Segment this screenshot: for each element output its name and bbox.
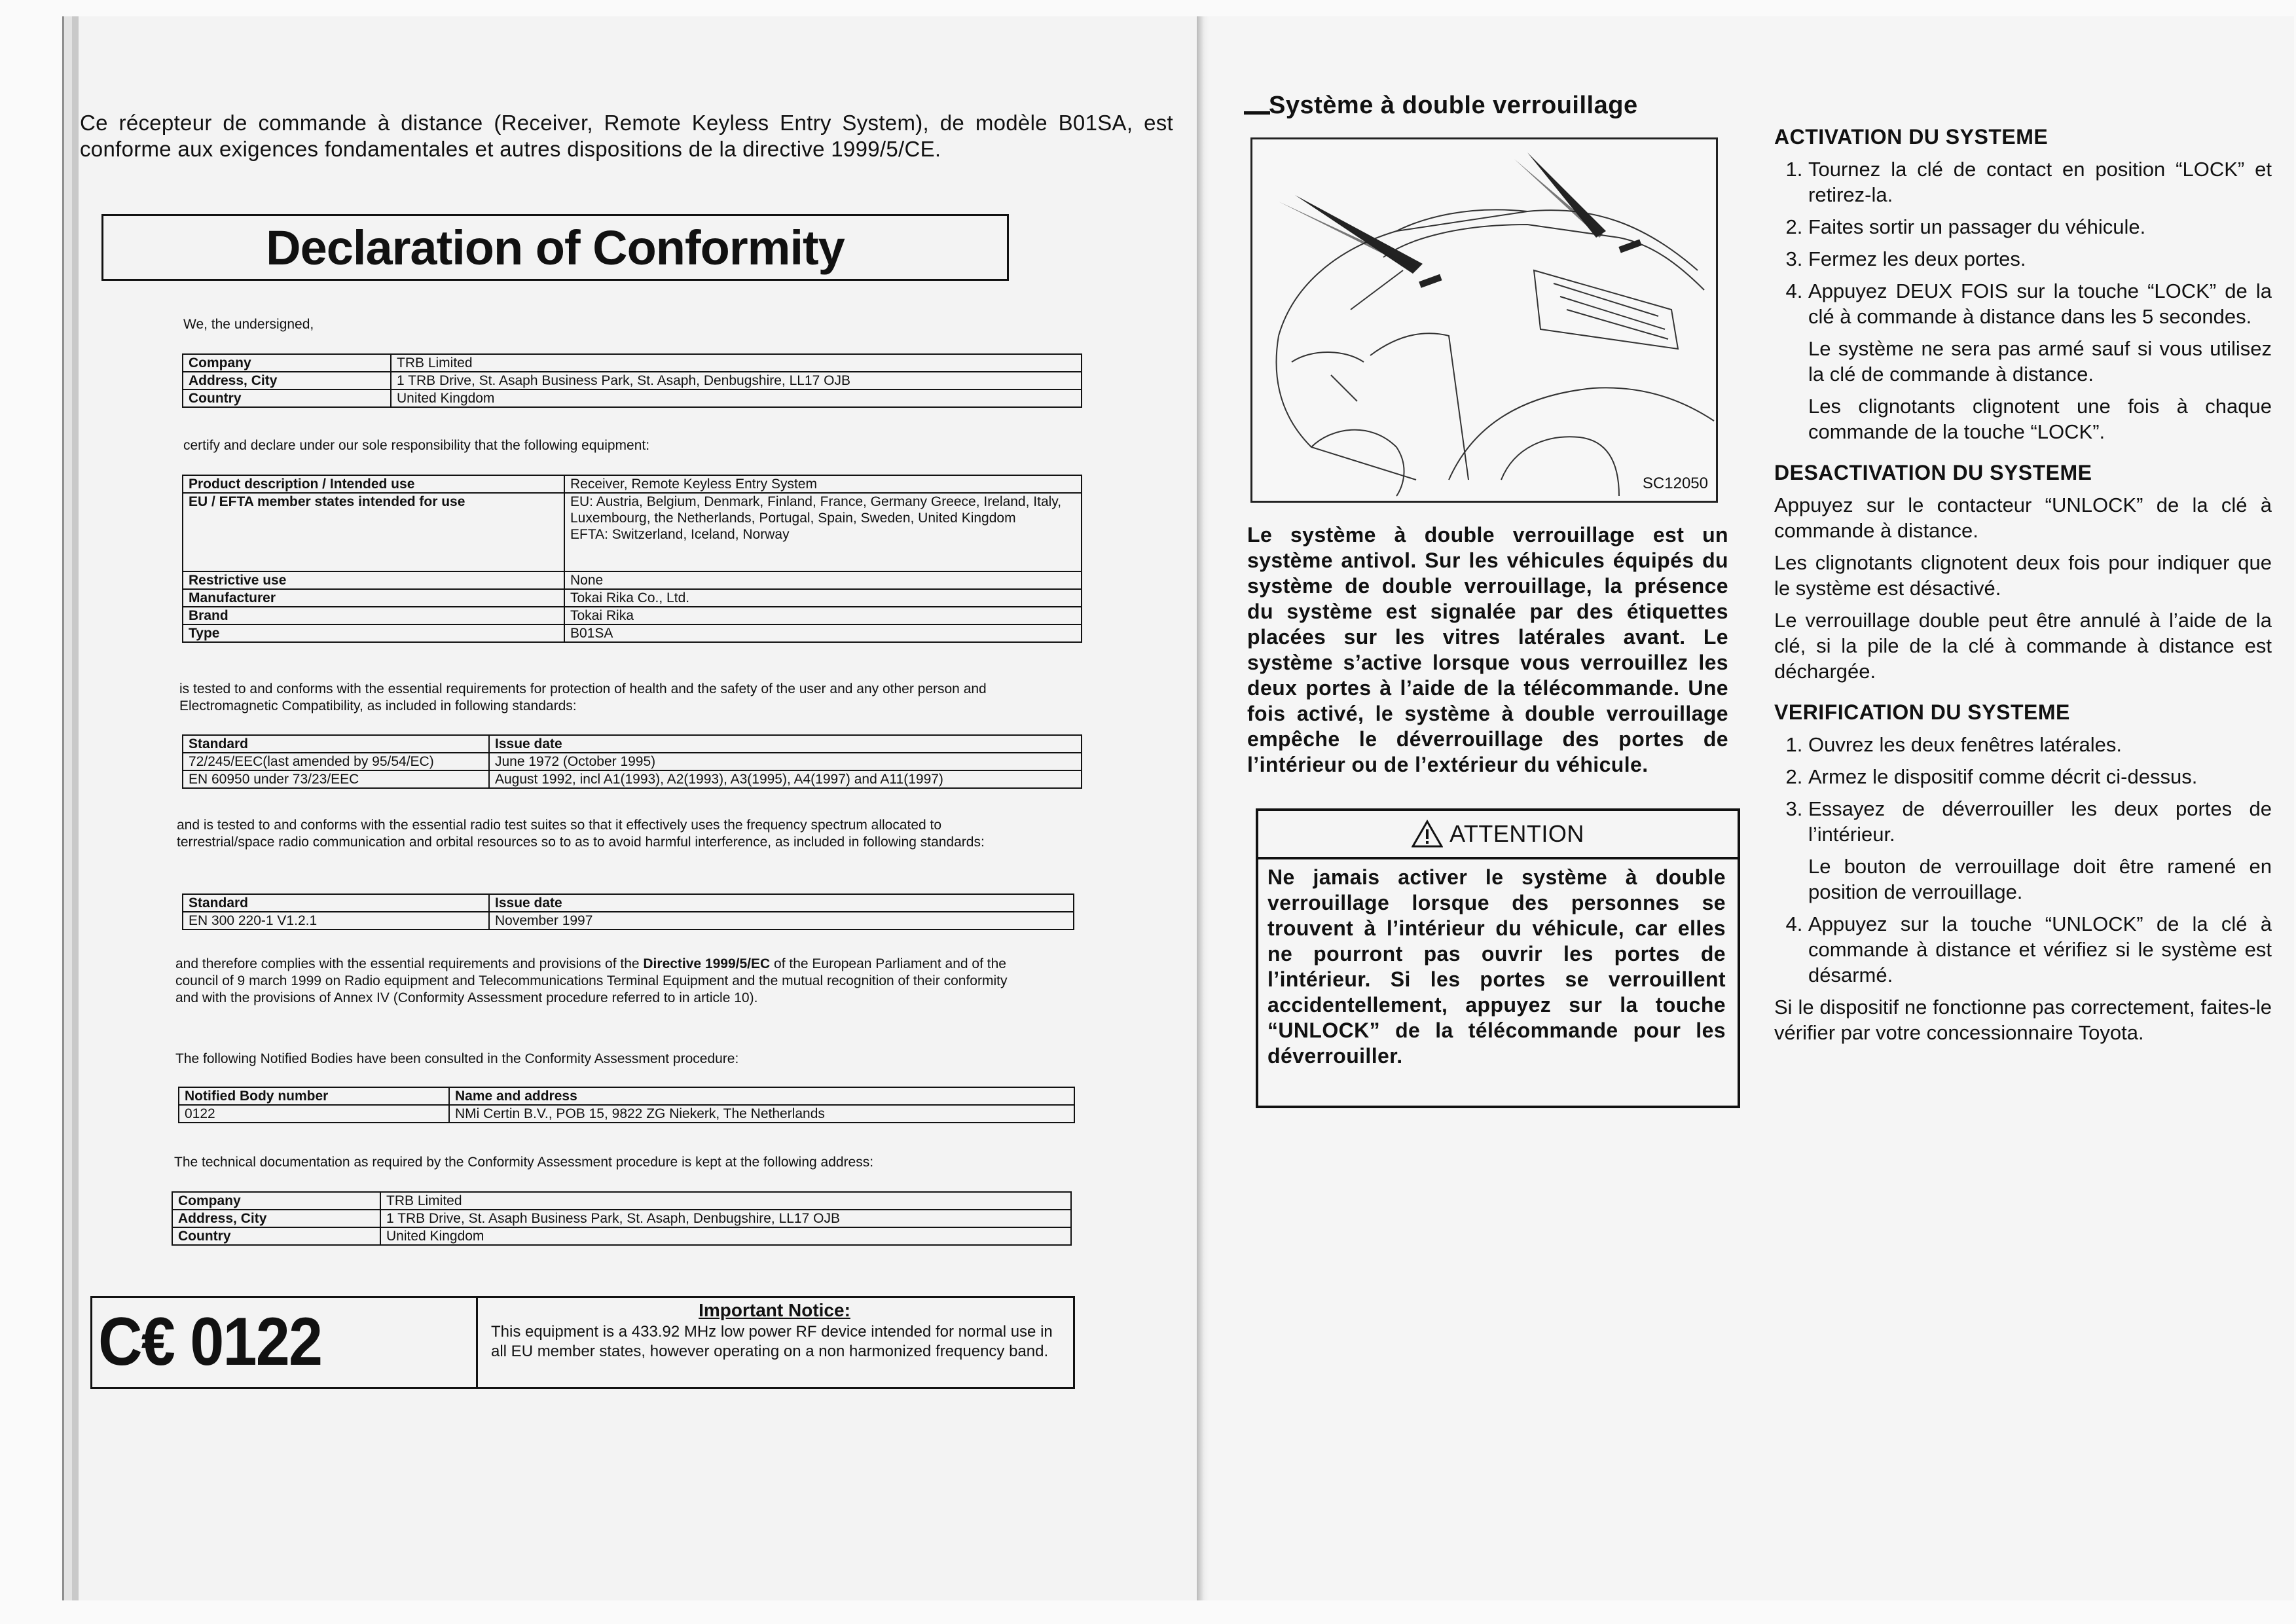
deactivation-p1: Appuyez sur le contacteur “UNLOCK” de la clé à commande à distance. — [1774, 494, 2272, 542]
table-key: Restrictive use — [183, 571, 564, 589]
table-header: Issue date — [489, 735, 1082, 753]
deactivation-p2: Les clignotants clignotent deux fois pour indiquer que le système est désactivé. — [1774, 551, 2272, 600]
table-row — [183, 354, 1082, 372]
attention-header — [1258, 811, 1738, 859]
table-cell: 0122 — [179, 1105, 449, 1123]
instructions-column — [1774, 124, 2272, 1052]
table-header-row — [183, 735, 1082, 753]
list-item: 2. Faites sortir un passager du véhicule. — [1808, 214, 2272, 240]
table-header-row — [179, 1087, 1074, 1105]
table-row — [183, 475, 1082, 493]
double-lock-description: Le système à double verrouillage est un système antivol. Sur les véhicules équipés du système de double verrouillage, la présence du système est signalée par des étiquettes placées sur les vitres latérales avant. Le système s’active lorsque vous verrouillez les deux portes à l’aide de la télécommande. Une fois activé, le système à double verrouillage empêche le déverrouillage des portes de l’intérieur ou de l’extérieur du véhicule. — [1247, 523, 1728, 776]
technical-doc-text: The technical documentation as required by the Conformity Assessment procedure is kept at the following address: — [174, 1155, 874, 1170]
standards-table-2 — [182, 893, 1074, 930]
table-cell: August 1992, incl A1(1993), A2(1993), A3(1995), A4(1997) and A11(1997) — [489, 770, 1082, 788]
table-row — [183, 493, 1082, 571]
table-cell: EN 300 220-1 V1.2.1 — [183, 912, 489, 929]
table-row — [183, 624, 1082, 642]
deactivation-title: DESACTIVATION DU SYSTEME — [1774, 461, 2092, 484]
table-header: Name and address — [449, 1087, 1074, 1105]
table-header: Issue date — [489, 894, 1074, 912]
table-value: 1 TRB Drive, St. Asaph Business Park, St. Asaph, Denbugshire, LL17 OJB — [391, 372, 1082, 389]
tested-text-1: is tested to and conforms with the essential requirements for protection of health and the safety of the user and any other person and Electromagnetic Compatibility, as included in following standards: — [179, 681, 987, 713]
directive-name: Directive 1999/5/EC — [643, 956, 771, 971]
section-title: Système à double verrouillage — [1269, 92, 1638, 119]
table-value: Receiver, Remote Keyless Entry System — [564, 475, 1082, 493]
illustration-code: SC12050 — [1642, 475, 1708, 492]
table-value: United Kingdom — [380, 1227, 1071, 1245]
table-row — [179, 1105, 1074, 1123]
attention-title: ATTENTION — [1449, 820, 1584, 847]
list-item: 3. Fermez les deux portes. — [1808, 246, 2272, 272]
table-key: Brand — [183, 607, 564, 624]
table-header: Standard — [183, 735, 489, 753]
notified-intro: The following Notified Bodies have been consulted in the Conformity Assessment procedure: — [175, 1051, 739, 1066]
undersigned-text: We, the undersigned, — [183, 317, 314, 332]
tested-text-2: and is tested to and conforms with the essential radio test suites so that it effectively uses the frequency spectrum allocated to terrestrial/space radio communication and orbital resources so to as to avoid harmful interference, as included in following standards: — [177, 818, 985, 850]
activation-title: ACTIVATION DU SYSTEME — [1774, 125, 2049, 149]
list-item: 1. Ouvrez les deux fenêtres latérales. — [1808, 732, 2272, 757]
table-key: Company — [183, 354, 391, 372]
table-value: Tokai Rika Co., Ltd. — [564, 589, 1082, 607]
table-cell: November 1997 — [489, 912, 1074, 929]
table-key: Product description / Intended use — [183, 475, 564, 493]
attention-text: Ne jamais activer le système à double verrouillage lorsque des personnes se trouvent à l’intérieur du véhicule, car elles ne pourront pas ouvrir les portes de l’intérieur. Si les portes se verrouillent accidentellement, appuyez sur la touche “UNLOCK” de la télécommande pour les déverrouiller. — [1267, 865, 1726, 1068]
verification-steps-a — [1774, 732, 2272, 847]
list-item: 4. Appuyez DEUX FOIS sur la touche “LOCK” de la clé à commande à distance dans les 5 secondes. — [1808, 278, 2272, 329]
standards-table-1 — [182, 734, 1082, 789]
table-cell: June 1972 (October 1995) — [489, 753, 1082, 770]
activation-steps — [1774, 156, 2272, 329]
list-item: 4. Appuyez sur la touche “UNLOCK” de la clé à commande à distance et vérifiez si le système est désarmé. — [1808, 911, 2272, 988]
table-row — [183, 571, 1082, 589]
verification-note: Le bouton de verrouillage doit être ramené en position de verrouillage. — [1808, 855, 2272, 903]
table-row — [183, 389, 1082, 407]
book-gutter — [1197, 16, 1209, 1600]
table-row — [183, 912, 1074, 929]
table-row — [183, 753, 1082, 770]
table-row — [183, 770, 1082, 788]
ce-mark-logo — [98, 1303, 465, 1381]
table-cell: 72/245/EEC(last amended by 95/54/EC) — [183, 753, 489, 770]
table-row — [183, 372, 1082, 389]
list-item: 1. Tournez la clé de contact en position “LOCK” et retirez-la. — [1808, 156, 2272, 208]
verification-steps-b — [1774, 911, 2272, 988]
title-dash — [1244, 111, 1270, 115]
table-key: Type — [183, 624, 564, 642]
deactivation-p3: Le verrouillage double peut être annulé à l’aide de la clé, si la pile de la clé à commande à distance est déchargée. — [1774, 609, 2272, 683]
table-value: Tokai Rika — [564, 607, 1082, 624]
table-row — [183, 607, 1082, 624]
table-row — [183, 589, 1082, 607]
car-illustration-icon — [1252, 139, 1716, 501]
activation-note-1: Le système ne sera pas armé sauf si vous utilisez la clé de commande à distance. — [1808, 337, 2272, 386]
table-key: Country — [183, 389, 391, 407]
efta-states: EFTA: Switzerland, Iceland, Norway — [570, 527, 790, 542]
verification-title: VERIFICATION DU SYSTEME — [1774, 700, 2070, 724]
verification-final: Si le dispositif ne fonctionne pas correctement, faites-le vérifier par votre concessionnaire Toyota. — [1774, 996, 2272, 1044]
product-table — [182, 475, 1082, 643]
warning-triangle-icon — [1412, 820, 1443, 848]
table-key: Address, City — [183, 372, 391, 389]
certify-text: certify and declare under our sole responsibility that the following equipment: — [183, 438, 650, 453]
intro-paragraph: Ce récepteur de commande à distance (Receiver, Remote Keyless Entry System), de modèle B01SA, est conforme aux exigences fondamentales et autres dispositions de la directive 1999/5/CE. — [80, 111, 1173, 161]
address-table — [172, 1191, 1072, 1246]
list-item: 2. Armez le dispositif comme décrit ci-dessus. — [1808, 764, 2272, 789]
table-value: TRB Limited — [391, 354, 1082, 372]
table-cell: EN 60950 under 73/23/EEC — [183, 770, 489, 788]
page-stack-edge — [62, 16, 74, 1600]
table-header-row — [183, 894, 1074, 912]
table-key: Company — [172, 1192, 380, 1210]
important-notice-body: This equipment is a 433.92 MHz low power RF device intended for normal use in all EU member states, however operating on a non harmonized frequency band. — [491, 1323, 1053, 1360]
table-row — [172, 1227, 1071, 1245]
table-value: United Kingdom — [391, 389, 1082, 407]
attention-box — [1256, 808, 1740, 1108]
car-illustration — [1250, 137, 1718, 503]
company-table — [182, 353, 1082, 408]
list-item: 3. Essayez de déverrouiller les deux portes de l’intérieur. — [1808, 796, 2272, 847]
table-row — [172, 1192, 1071, 1210]
table-key: Country — [172, 1227, 380, 1245]
complies-text — [175, 956, 1027, 1007]
complies-post: of the European Parliament and of the council of 9 march 1999 on Radio equipment and Telecommunications Terminal Equipment and the mutual recognition of their conformity and with the provisions of Annex IV (Conformity Assessment procedure referred to in article 10). — [175, 956, 1008, 1005]
table-key: Address, City — [172, 1210, 380, 1227]
declaration-heading: Declaration of Conformity — [266, 220, 845, 275]
table-header: Notified Body number — [179, 1087, 449, 1105]
table-value: B01SA — [564, 624, 1082, 642]
table-key: Manufacturer — [183, 589, 564, 607]
table-key: EU / EFTA member states intended for use — [183, 493, 564, 571]
table-value: 1 TRB Drive, St. Asaph Business Park, St. Asaph, Denbugshire, LL17 OJB — [380, 1210, 1071, 1227]
table-cell: NMi Certin B.V., POB 15, 9822 ZG Niekerk, The Netherlands — [449, 1105, 1074, 1123]
eu-states: EU: Austria, Belgium, Denmark, Finland, France, Germany Greece, Ireland, Italy, Luxembourg, the Netherlands, Portugal, Spain, Sweden, United Kingdom — [570, 494, 1062, 526]
ce-mark-text: C€ 0122 — [98, 1303, 322, 1380]
table-value: TRB Limited — [380, 1192, 1071, 1210]
activation-note-2: Les clignotants clignotent une fois à chaque commande de la touche “LOCK”. — [1808, 395, 2272, 443]
important-notice-title: Important Notice: — [699, 1300, 850, 1320]
table-row — [172, 1210, 1071, 1227]
notified-table — [178, 1087, 1075, 1123]
declaration-heading-box — [101, 214, 1009, 281]
complies-pre: and therefore complies with the essential requirements and provisions of the — [175, 956, 644, 971]
table-value — [564, 493, 1082, 571]
table-value: None — [564, 571, 1082, 589]
table-header: Standard — [183, 894, 489, 912]
